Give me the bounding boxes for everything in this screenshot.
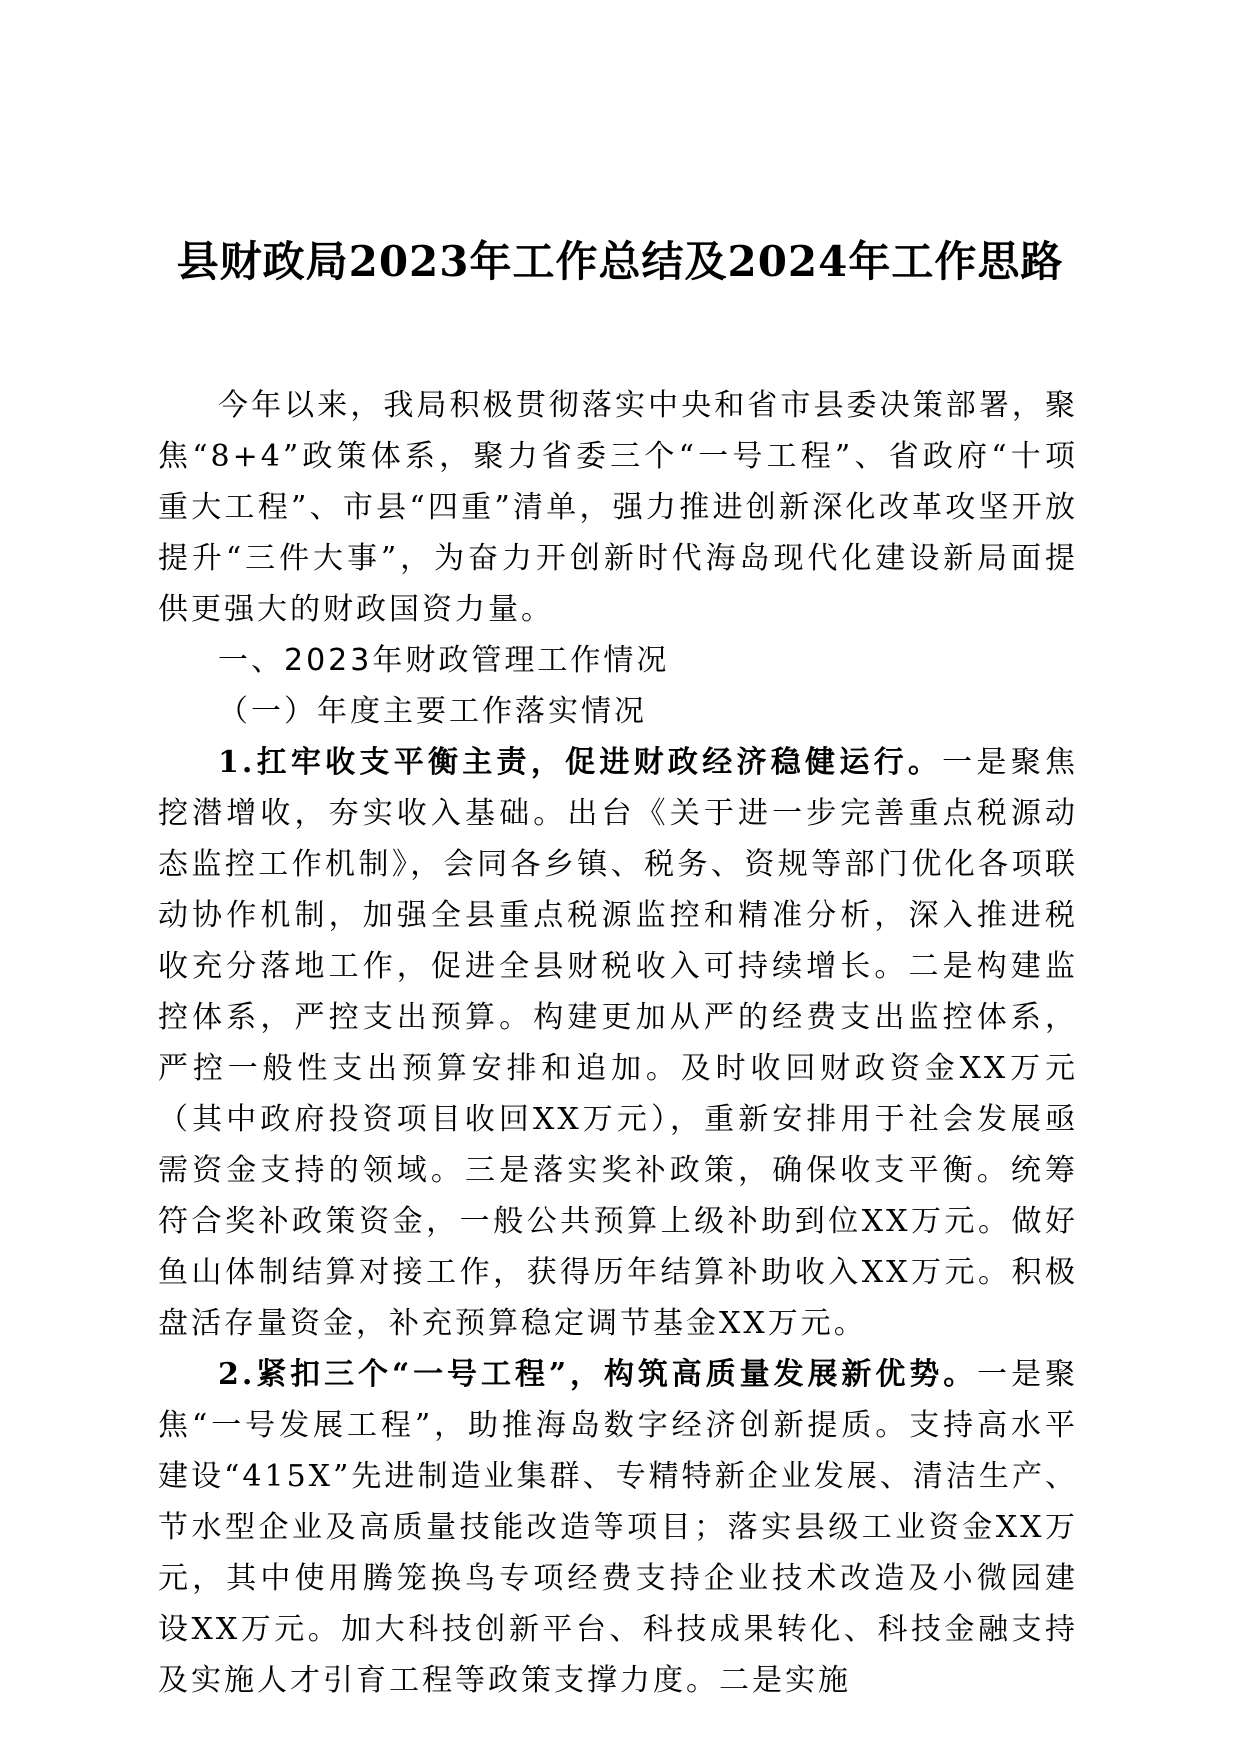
item-1-lead: 1.扛牢收支平衡主责，促进财政经济稳健运行。 (218, 745, 943, 780)
item-2-lead: 2.紧扣三个“一号工程”，构筑高质量发展新优势。 (218, 1357, 978, 1392)
document-title: 县财政局2023年工作总结及2024年工作思路 (176, 237, 1064, 286)
document-body (158, 380, 1078, 1706)
item-1-paragraph (158, 737, 1078, 1349)
item-2-paragraph (158, 1349, 1078, 1706)
item-2-text: 一是聚焦“一号发展工程”，助推海岛数字经济创新提质。支持高水平建设“415X”先进制造业集群、专精特新企业发展、清洁生产、节水型企业及高质量技能改造等项目；落实县级工业资金XX万元，其中使用腾笼换鸟专项经费支持企业技术改造及小微园建设XX万元。加大科技创新平台、科技成果转化、科技金融支持及实施人才引育工程等政策支撑力度。二是实施 (158, 1357, 1078, 1698)
item-1-text: 一是聚焦挖潜增收，夯实收入基础。出台《关于进一步完善重点税源动态监控工作机制》，会同各乡镇、税务、资规等部门优化各项联动协作机制，加强全县重点税源监控和精准分析，深入推进税收充分落地工作，促进全县财税收入可持续增长。二是构建监控体系，严控支出预算。构建更加从严的经费支出监控体系，严控一般性支出预算安排和追加。及时收回财政资金XX万元（其中政府投资项目收回XX万元），重新安排用于社会发展亟需资金支持的领域。三是落实奖补政策，确保收支平衡。统筹符合奖补政策资金，一般公共预算上级补助到位XX万元。做好鱼山体制结算对接工作，获得历年结算补助收入XX万元。积极盘活存量资金，补充预算稳定调节基金XX万元。 (158, 745, 1078, 1341)
section-heading: 一、2023年财政管理工作情况 (218, 643, 670, 678)
intro-paragraph: 今年以来，我局积极贯彻落实中央和省市县委决策部署，聚焦“8+4”政策体系，聚力省委三个“一号工程”、省政府“十项重大工程”、市县“四重”清单，强力推进创新深化改革攻坚开放提升“三件大事”，为奋力开创新时代海岛现代化建设新局面提供更强大的财政国资力量。 (158, 388, 1078, 627)
subsection-heading: （一）年度主要工作落实情况 (218, 694, 647, 729)
